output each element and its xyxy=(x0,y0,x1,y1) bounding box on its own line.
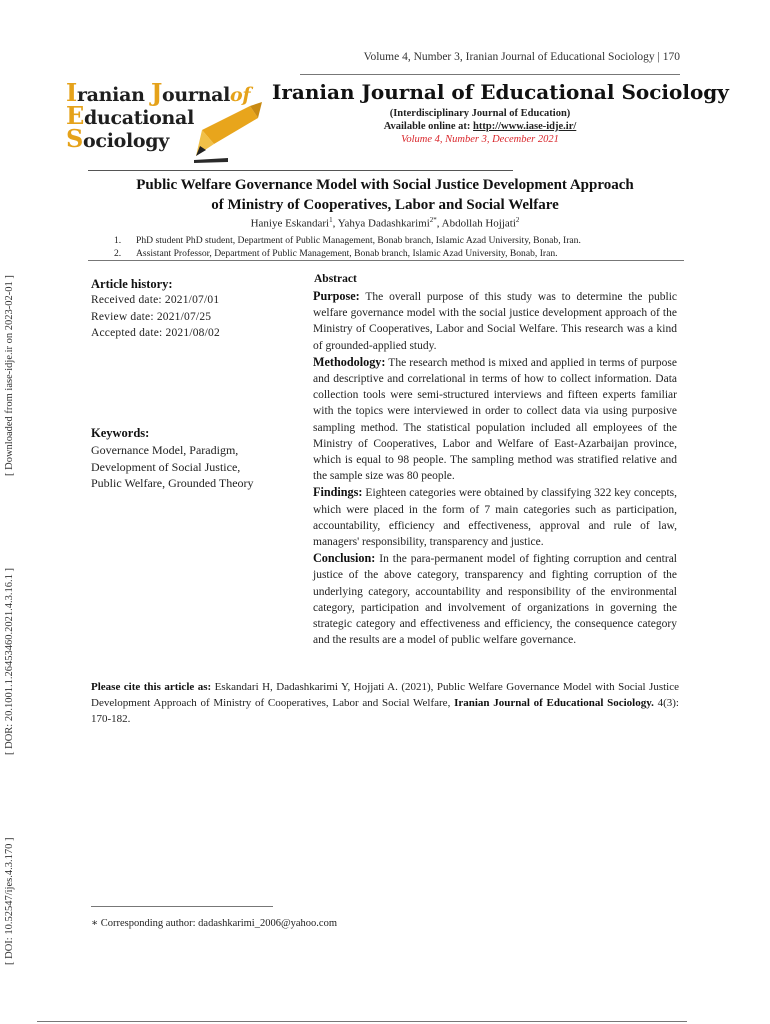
keywords-line-3: Public Welfare, Grounded Theory xyxy=(91,476,254,490)
paper-title-line-2: of Ministry of Cooperatives, Labor and Social Welfare xyxy=(211,197,559,213)
margin-dor: [ DOR: 20.1001.1.26453460.2021.4.3.16.1 ] xyxy=(4,568,15,755)
author-list: Haniye Eskandari$^1$, Yahya Dadashkarimi$^{2*}$, Abdollah Hojjati$^2$ xyxy=(250,216,520,230)
bottom-rule xyxy=(37,1021,687,1022)
keywords xyxy=(91,442,254,492)
margin-downloaded: [ Downloaded from iase-idje.ir on 2023-02-01 ] xyxy=(4,275,15,476)
keywords-label: Keywords: xyxy=(91,426,150,440)
abstract-conclusion: Conclusion: In the para-permanent model of fighting corruption and central justice of the above category, transparency and fighting corruption of the underlying category, accountability and responsibility of the environmental category, participation and involvement of organizations in governing the strategic category and effectiveness and efficiency, the consequence category and the results are a model of public welfare governance. xyxy=(313,551,677,647)
journal-availability: Available online at: http://www.iase-idje.ir/ xyxy=(383,121,577,132)
journal-url-link[interactable]: http://www.iase-idje.ir/ xyxy=(473,121,577,132)
paper-title-line-1: Public Welfare Governance Model with Social Justice Development Approach xyxy=(136,177,634,193)
article-history-label: Article history: xyxy=(91,277,173,291)
issue-line: Volume 4, Number 3, December 2021 xyxy=(401,134,559,145)
citation: Please cite this article as: Eskandari H, Dadashkarimi Y, Hojjati A. (2021), Public Welfare Governance Model with Social Justice Development Approach of Ministry of Cooperatives, Labor and Social Welfare, Iranian Journal of Educational Sociology. 4(3): 170-182. xyxy=(91,681,679,725)
margin-doi: [ DOI: 10.52547/ijes.4.3.170 ] xyxy=(4,837,15,965)
logo-line-2: Educational xyxy=(66,101,194,130)
article-history xyxy=(91,292,220,342)
header-rule xyxy=(300,74,680,75)
affiliation-2: 2. Assistant Professor, Department of Public Management, Bonab branch, Islamic Azad University, Bonab, Iran. xyxy=(114,248,558,259)
abstract-body xyxy=(313,288,677,648)
footnote-rule xyxy=(91,906,273,907)
logo-line-3: Sociology xyxy=(66,124,169,153)
affiliation-rule xyxy=(88,260,684,261)
received-date: Received date: 2021/07/01 xyxy=(91,294,220,306)
pen-icon xyxy=(192,100,266,166)
keywords-line-2: Development of Social Justice, xyxy=(91,459,241,474)
corresponding-author-footnote: ∗ Corresponding author: dadashkarimi_2006@yahoo.com xyxy=(91,918,338,929)
paper-title xyxy=(80,175,690,215)
journal-title: Iranian Journal of Educational Sociology xyxy=(272,80,729,104)
journal-logo xyxy=(66,74,266,170)
review-date: Review date: 2021/07/25 xyxy=(91,310,212,323)
running-head: Volume 4, Number 3, Iranian Journal of Educational Sociology | 170 xyxy=(363,51,680,63)
abstract-purpose: Purpose: The overall purpose of this study was to determine the public welfare governance model with the social justice development approach of the Ministry of Cooperatives, Labor and Social Welfare. This research was a kind of grounded-applied study. xyxy=(313,289,677,352)
abstract-heading: Abstract xyxy=(314,273,357,285)
logo-line-1: Iranian Journalof xyxy=(66,78,251,107)
journal-subtitle: (Interdisciplinary Journal of Education) xyxy=(389,108,571,119)
affiliation-1: 1. PhD student PhD student, Department of Public Management, Bonab branch, Islamic Azad University, Bonab, Iran. xyxy=(114,235,581,246)
abstract-methodology: Methodology: The research method is mixed and applied in terms of purpose and descriptive and correlational in terms of how to collect information. Data collection tools were semi-structured interviews and fifteen experts familiar with the topics were interviewed in order to collect data via using purposive sampling method. The statistical population included all employees of the Ministry of Cooperatives, Labor and Welfare of East-Azarbaijan province, which is equal to 98 people. The sampling method was stratified relative and the sample size was 80 people. xyxy=(313,354,677,483)
title-rule xyxy=(88,170,513,171)
keywords-line-1: Governance Model, Paradigm, xyxy=(91,443,239,457)
accepted-date: Accepted date: 2021/08/02 xyxy=(91,327,220,339)
abstract-findings: Findings: Eighteen categories were obtained by classifying 322 key concepts, which were placed in the form of 7 main categories such as participation, accountability, efficiency and effectiveness, approval and rule of law, managers' responsibility, transparency and justice. xyxy=(313,485,677,549)
